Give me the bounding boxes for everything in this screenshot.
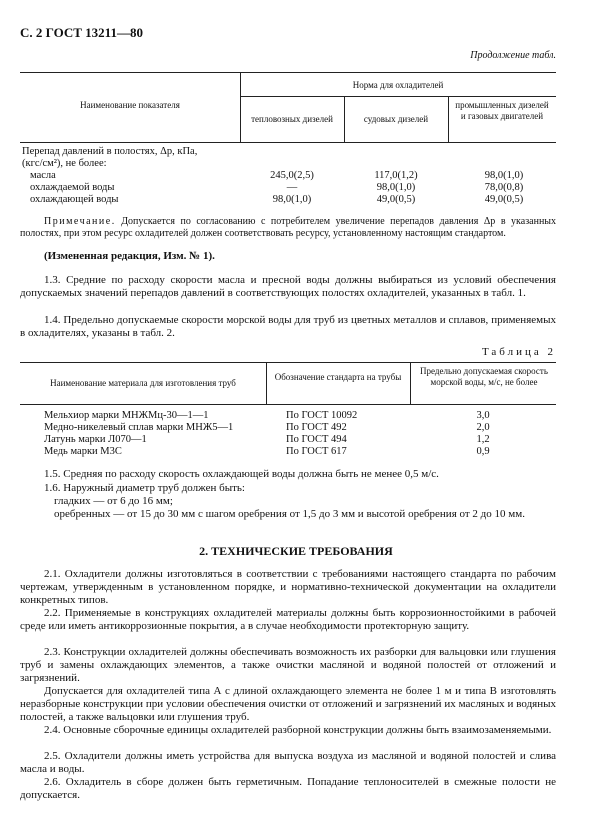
table-cell: 98,0(1,0)	[484, 170, 524, 181]
table-row-standard: По ГОСТ 492	[286, 422, 347, 433]
table-row-material: Латунь марки Л070—1	[44, 434, 147, 445]
paragraph-2-2: 2.2. Применяемые в конструкциях охладителей материалы должны быть коррозионностойкими в рабочей среде или иметь антикоррозионные покрытия, а в случае необходимости протекторную защиту.	[20, 607, 556, 633]
col-header-ship: судовых дизелей	[363, 114, 429, 124]
paragraph-2-3: 2.3. Конструкции охладителей должны обеспечивать возможность их разборки для вальцовки или глушения труб и замены охлаждающих элементов, а также очистки масляной и водяной полостей от отложений и загрязнений.	[20, 646, 556, 685]
paragraph-1-5: 1.5. Средняя по расходу скорость охлаждающей воды должна быть не менее 0,5 м/с.	[44, 468, 439, 480]
table-row-label: Перепад давлений в полостях, Δp, кПа,	[22, 146, 198, 157]
table-note	[20, 216, 556, 240]
col-header-indicator: Наименование показателя	[80, 100, 180, 110]
table-row-label: масла	[30, 170, 56, 181]
table-row-material: Медно-никелевый сплав марки МНЖ5—1	[44, 422, 234, 433]
table-cell: 98,0(1,0)	[376, 182, 416, 193]
table-row-speed: 2,0	[476, 422, 490, 433]
table-row-standard: По ГОСТ 617	[286, 446, 347, 457]
paragraph-1-6-smooth: гладких — от 6 до 16 мм;	[54, 495, 173, 507]
paragraph-2-3-b: Допускается для охладителей типа А с длиной охлаждающего элемента не более 1 м и типа В изготовлять неразборные конструкции при условии обеспечения очистки от отложений и загрязнений их масляных и водяных полостей, а также вальцовки или глушения труб.	[20, 685, 556, 724]
table-row-label: охлаждаемой воды	[30, 182, 115, 193]
table-cell: 49,0(0,5)	[484, 194, 524, 205]
table-cell: 245,0(2,5)	[270, 170, 314, 181]
paragraph-1-6: 1.6. Наружный диаметр труб должен быть:	[44, 482, 245, 494]
table-row-speed: 0,9	[476, 446, 490, 457]
table-row-standard: По ГОСТ 10092	[286, 410, 358, 421]
table-row-speed: 1,2	[476, 434, 490, 445]
paragraph-1-4: 1.4. Предельно допускаемые скорости морской воды для труб из цветных металлов и сплавов, применяемых в охладителях, указаны в табл. 2.	[20, 314, 556, 340]
table-continuation-label: Продолжение табл.	[470, 50, 556, 61]
paragraph-2-6: 2.6. Охладитель в сборе должен быть герметичным. Попадание теплоносителей в смежные полости не допускается.	[20, 776, 556, 802]
page-header: С. 2 ГОСТ 13211—80	[20, 25, 143, 40]
note-label: Примечание.	[44, 216, 116, 227]
col-header-norm-group: Норма для охладителей	[352, 80, 444, 90]
col-header-standard: Обозначение стандарта на трубы	[274, 372, 402, 382]
table-row-speed: 3,0	[476, 410, 490, 421]
table-cell: 49,0(0,5)	[376, 194, 416, 205]
col-header-speed: Предельно допускаемая скорость морской воды, м/с, не более	[420, 366, 548, 387]
note-text: Допускается по согласованию с потребителем увеличение перепадов давления Δp в указанных полостях, при этом ресурс охладителей должен соответствовать ресурсу, установленному настоящим стандартом.	[20, 216, 557, 239]
paragraph-2-1: 2.1. Охладители должны изготовляться в соответствии с требованиями настоящего стандарта по рабочим чертежам, утвержденным в установленном порядке, и нормативно-технической документации на охладители конкретных типов.	[20, 568, 556, 607]
paragraph-2-4: 2.4. Основные сборочные единицы охладителей разборной конструкции должны быть взаимозаменяемыми.	[44, 724, 552, 736]
table-cell: 117,0(1,2)	[374, 170, 418, 181]
table-row-material: Мельхиор марки МНЖМц-30—1—1	[44, 410, 209, 421]
revision-note: (Измененная редакция, Изм. № 1).	[44, 250, 215, 262]
table-row-label: охлаждающей воды	[30, 194, 119, 205]
paragraph-1-3: 1.3. Средние по расходу скорости масла и пресной воды должны выбираться из условий обеспечения допускаемых значений перепадов давлений в соответствующих полостях охладителей, указанных в табл. 1.	[20, 274, 556, 300]
paragraph-1-6-finned: оребренных — от 15 до 30 мм с шагом оребрения от 1,5 до 3 мм и высотой оребрения от 2 до 10 мм.	[54, 508, 525, 520]
table-row-standard: По ГОСТ 494	[286, 434, 347, 445]
table-cell: 98,0(1,0)	[272, 194, 312, 205]
table-cell: —	[286, 182, 298, 193]
section-title: 2. ТЕХНИЧЕСКИЕ ТРЕБОВАНИЯ	[199, 544, 393, 558]
col-header-industrial: промышленных дизелей и газовых двигателей	[455, 100, 549, 121]
table-cell: 78,0(0,8)	[484, 182, 524, 193]
table-2-caption: Таблица 2	[481, 346, 556, 358]
table-row-material: Медь марки М3С	[44, 446, 122, 457]
paragraph-2-5: 2.5. Охладители должны иметь устройства для выпуска воздуха из масляной и водяной полостей и слива масла и воды.	[20, 750, 556, 776]
table-row-label: (кгс/см²), не более:	[22, 158, 107, 169]
col-header-diesel-loco: тепловозных дизелей	[251, 114, 333, 124]
col-header-material: Наименование материала для изготовления труб	[50, 378, 236, 388]
